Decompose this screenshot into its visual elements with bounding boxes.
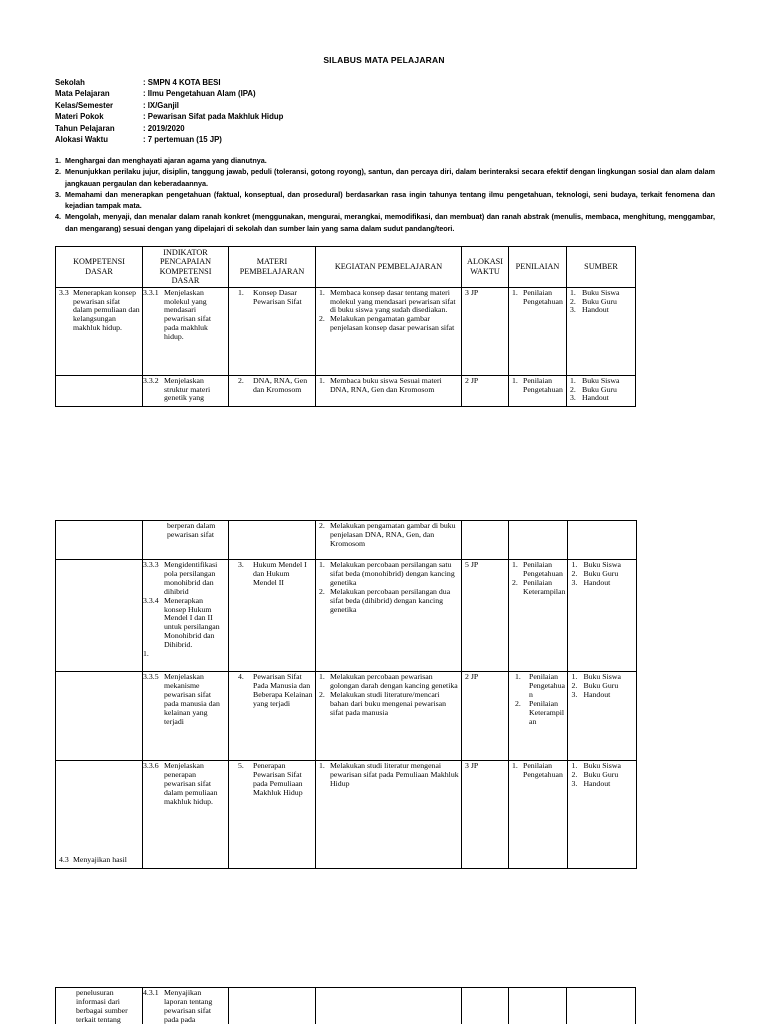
info-value: : Pewarisan Sifat pada Makhluk Hidup: [143, 112, 284, 122]
cell-kompetensi-dasar: [56, 375, 143, 406]
indikator-item: [143, 761, 228, 807]
kegiatan-number: 2.: [319, 314, 325, 324]
penilaian-number: 1.: [512, 560, 518, 569]
sumber-number: 1.: [570, 287, 576, 297]
penilaian-text: Penilaian Keterampilan: [523, 577, 566, 596]
penilaian-item: [515, 700, 565, 727]
header-penilaian: PENILAIAN: [509, 247, 567, 288]
penilaian-list: [509, 376, 566, 395]
kegiatan-item: [319, 588, 459, 615]
cell-penilaian: [509, 672, 568, 761]
indikator-text: Mengidentifikasi pola persilangan monohibrid dan dihibrid: [164, 560, 218, 596]
info-key: Sekolah: [55, 78, 85, 87]
cell-sumber: [568, 560, 637, 672]
info-key: Mata Pelajaran: [55, 89, 110, 99]
cell-materi: [229, 375, 316, 406]
materi-number: 3.: [238, 560, 244, 569]
materi-item: [229, 672, 315, 709]
penilaian-item: [512, 762, 565, 780]
sumber-item: [570, 394, 633, 403]
sumber-text: Buku Guru: [583, 769, 619, 779]
sumber-number: 2.: [571, 568, 578, 578]
indikator-number: 3.3.4: [143, 595, 159, 605]
cell-indikator: [143, 761, 229, 869]
indikator-number: 3.3.1: [143, 287, 159, 297]
kegiatan-text: Membaca konsep dasar tentang materi molekul yang mendasari pewarisan sifat di buku siswa yang sudah disediakan.: [330, 287, 456, 315]
penilaian-text: Penilaian Pengetahua n: [529, 672, 565, 699]
materi-item: [229, 288, 315, 307]
ki-text: Memahami dan menerapkan pengetahuan (faktual, konseptual, dan prosedural) berdasarkan rasa ingin tahunya tentang ilmu pengetahuan, teknologi, seni budaya, terkait fenomena dan kejadian tampak mata.: [65, 189, 715, 211]
sumber-number: 3.: [570, 393, 576, 403]
indikator-text: Menjelaskan struktur materi genetik yang: [164, 375, 211, 403]
cell-penilaian: [509, 287, 567, 375]
cell-kompetensi-dasar: [56, 672, 143, 761]
kegiatan-number: 2.: [319, 521, 325, 530]
info-row-mata-pelajaran: [55, 88, 283, 99]
sumber-number: 2.: [570, 384, 576, 394]
cell-alokasi: [462, 521, 509, 560]
cell-materi: [229, 672, 316, 761]
penilaian-list: [509, 672, 567, 726]
materi-text: Konsep Dasar Pewarisan Sifat: [253, 287, 302, 306]
cell-sumber: [568, 521, 637, 560]
syllabus-table-page-3: [55, 987, 636, 1024]
cell-kegiatan: [316, 761, 462, 869]
penilaian-item: [512, 377, 564, 395]
indikator-number: 3.3.6: [143, 761, 159, 770]
penilaian-text: Penilaian Pengetahuan: [523, 287, 563, 306]
sumber-text: Handout: [583, 689, 611, 699]
materi-item: [229, 560, 315, 588]
indikator-text: Menjelaskan penerapan pewarisan sifat dalam pemuliaan makhluk hidup.: [164, 761, 218, 806]
penilaian-number: 2.: [515, 698, 521, 708]
penilaian-list: [509, 761, 567, 780]
alokasi-value: 3 JP: [465, 761, 479, 770]
indikator-item: [143, 988, 228, 1024]
cell-kegiatan: [316, 988, 462, 1024]
syllabus-table-page-2: [55, 520, 637, 869]
cell-alokasi: [462, 375, 509, 406]
cell-kegiatan: [316, 672, 462, 761]
kegiatan-text: Membaca buku siswa Sesuai materi DNA, RNA, Gen dan Kromosom: [330, 375, 442, 394]
kd-item: [56, 288, 142, 334]
cell-penilaian: [509, 560, 568, 672]
materi-text: Penerapan Pewarisan Sifat pada Pemuliaan Makhluk Hidup: [253, 761, 303, 797]
penilaian-item: [512, 289, 564, 307]
penilaian-item: [512, 579, 565, 597]
ki-number: 4.: [55, 212, 61, 222]
sumber-number: 3.: [570, 305, 576, 315]
cell-sumber: [568, 761, 637, 869]
sumber-number: 3.: [571, 689, 578, 699]
penilaian-number: 1.: [512, 375, 518, 385]
ki-text: Menghargai dan menghayati ajaran agama yang dianutnya.: [65, 156, 267, 165]
sumber-text: Buku Siswa: [583, 672, 621, 681]
kegiatan-number: 2.: [319, 689, 325, 699]
penilaian-item: [515, 673, 565, 700]
sumber-text: Buku Guru: [582, 384, 617, 394]
kegiatan-list: [316, 761, 461, 789]
header-kompetensi-dasar: KOMPETENSI DASAR: [56, 247, 143, 288]
kd-number: 4.3: [59, 855, 69, 865]
table-row: [56, 761, 637, 869]
header-indikator: INDIKATOR PENCAPAIAN KOMPETENSI DASAR: [143, 247, 229, 288]
alokasi-value: 5 JP: [465, 560, 479, 569]
alokasi-value: 2 JP: [465, 672, 479, 681]
kegiatan-number: 1.: [319, 672, 325, 681]
sumber-text: Buku Guru: [582, 296, 617, 306]
penilaian-item: [512, 561, 565, 579]
info-key: Kelas/Semester: [55, 100, 114, 110]
indikator-number: 3.3.2: [143, 375, 159, 385]
ki-item: [55, 155, 715, 166]
indikator-item: [143, 288, 228, 342]
materi-text: Pewarisan Sifat Pada Manusia dan Beberapa Kelainan yang terjadi: [253, 672, 313, 708]
cell-indikator: [143, 375, 229, 406]
cell-sumber: [567, 375, 636, 406]
materi-text: DNA, RNA, Gen dan Kromosom: [253, 375, 308, 394]
header-materi: MATERI PEMBELAJARAN: [229, 247, 316, 288]
alokasi-value: 2 JP: [465, 375, 479, 385]
sumber-item: [570, 306, 633, 315]
sumber-list: [567, 288, 635, 316]
penilaian-list: [509, 560, 567, 597]
cell-indikator: [143, 560, 229, 672]
kegiatan-number: 2.: [319, 586, 325, 596]
cell-kegiatan: [316, 375, 462, 406]
indikator-text: Menerapkan konsep Hukum Mendel I dan II untuk persilangan Monohibrid dan Dihibrid.: [164, 595, 220, 650]
sumber-item: [571, 691, 634, 700]
indikator-text: Menyajikan laporan tentang pewarisan sifat pada pada: [164, 988, 213, 1024]
ki-text: Mengolah, menyaji, dan menalar dalam ranah konkret (menggunakan, mengurai, merangkai, memodifikasi, dan membuat) dan ranah abstrak (menulis, membaca, menghitung, menggambar, dan mengarang) sesuai dengan yang dipelajari di sekolah dan sumber lain yang sama dalam sudut pandang/teori.: [65, 212, 715, 233]
kegiatan-item: [319, 377, 459, 395]
indikator-text: Menjelaskan molekul yang mendasari pewarisan sifat pada makhluk hidup.: [164, 287, 211, 342]
cell-penilaian: [509, 375, 567, 406]
table-row: [56, 521, 637, 560]
kegiatan-text: Melakukan pengamatan gambar penjelasan konsep dasar pewarisan sifat: [330, 314, 455, 333]
materi-item: [229, 761, 315, 798]
sumber-text: Handout: [583, 778, 611, 788]
info-value: : 2019/2020: [143, 123, 185, 133]
cell-materi: [229, 560, 316, 672]
materi-number: 4.: [238, 672, 244, 681]
sumber-text: Handout: [582, 393, 609, 403]
sumber-text: Buku Guru: [583, 680, 619, 690]
cell-alokasi: [462, 287, 509, 375]
info-key: Materi Pokok: [55, 112, 104, 122]
sumber-list: [568, 761, 636, 789]
ki-item: [55, 211, 715, 234]
indikator-item: [143, 561, 226, 597]
sumber-number: 2.: [571, 769, 578, 779]
kegiatan-list: [316, 521, 461, 549]
cell-materi: [229, 521, 316, 560]
sumber-number: 2.: [570, 296, 576, 306]
sumber-text: Buku Siswa: [582, 375, 620, 385]
cell-sumber: [567, 988, 636, 1024]
header-kegiatan: KEGIATAN PEMBELAJARAN: [316, 247, 462, 288]
penilaian-text: Penilaian Pengetahuan: [523, 761, 563, 779]
sumber-item: [571, 780, 634, 789]
kegiatan-item: [319, 691, 459, 718]
kd-text: Menerapkan konsep pewarisan sifat dalam pemuliaan dan kelangsungan makhluk hidup.: [73, 287, 140, 333]
cell-sumber: [567, 287, 636, 375]
cell-alokasi: [462, 761, 509, 869]
sumber-number: 3.: [571, 778, 578, 788]
cell-kegiatan: [316, 287, 462, 375]
ki-text: Menunjukkan perilaku jujur, disiplin, tanggung jawab, peduli (toleransi, gotong royong), santun, dan percaya diri, dalam berinteraksi secara efektif dengan lingkungan sosial dan alam dalam jangkauan pergaulan dan keberadaannya.: [65, 167, 715, 188]
kegiatan-text: Melakukan pengamatan gambar di buku penjelasan DNA, RNA, Gen, dan Kromosom: [330, 521, 456, 548]
info-key: Tahun Pelajaran: [55, 123, 115, 133]
sumber-text: Buku Siswa: [583, 761, 621, 770]
table-row: [56, 287, 636, 375]
materi-item: [229, 376, 315, 395]
cell-sumber: [568, 672, 637, 761]
kegiatan-text: Melakukan studi literatur mengenai pewarisan sifat pada Pemuliaan Makhluk Hidup: [330, 761, 459, 788]
table-row: [56, 988, 636, 1024]
cell-alokasi: [462, 988, 509, 1024]
sumber-number: 1.: [571, 560, 578, 569]
materi-number: 2.: [238, 375, 244, 385]
kegiatan-text: Melakukan percobaan pewarisan golongan darah dengan kancing genetika: [330, 672, 458, 690]
kegiatan-list: [316, 560, 461, 614]
materi-number: 1.: [238, 287, 244, 297]
kegiatan-list: [316, 672, 461, 718]
sumber-number: 2.: [571, 680, 578, 690]
indikator-number: 1.: [143, 649, 149, 659]
table-row: [56, 375, 636, 406]
indikator-list: [143, 560, 228, 659]
materi-number: 5.: [238, 761, 244, 770]
info-row-tahun-pelajaran: [55, 123, 283, 134]
cell-alokasi: [462, 672, 509, 761]
kegiatan-text: Melakukan studi literature/mencari bahan dari buku mengenai pewarisan sifat pada manusia: [330, 689, 447, 717]
info-key: Alokasi Waktu: [55, 134, 109, 144]
table-header-row: [56, 247, 636, 288]
kegiatan-text: Melakukan percobaan persilangan satu sifat beda (monohibrid) dengan kancing genetika: [330, 560, 455, 587]
ki-number: 3.: [55, 189, 61, 199]
cell-penilaian: [509, 988, 567, 1024]
cell-materi: [229, 287, 316, 375]
kegiatan-number: 1.: [319, 560, 325, 569]
kegiatan-list: [316, 288, 461, 334]
indikator-text: berperan dalam pewarisan sifat: [167, 521, 216, 539]
sumber-list: [567, 376, 635, 404]
cell-alokasi: [462, 560, 509, 672]
kd-number: 3.3: [59, 287, 69, 297]
info-value: : Ilmu Pengetahuan Alam (IPA): [143, 89, 256, 99]
cell-penilaian: [509, 521, 568, 560]
ki-number: 1.: [55, 156, 61, 165]
kegiatan-item: [319, 762, 459, 789]
header-sumber: SUMBER: [567, 247, 636, 288]
indikator-item: [143, 650, 226, 659]
sumber-text: Handout: [582, 305, 609, 315]
indikator-item: [143, 597, 226, 650]
indikator-number: 3.3.5: [143, 672, 159, 681]
penilaian-number: 1.: [512, 761, 518, 770]
kegiatan-number: 1.: [319, 287, 325, 297]
kegiatan-item: [319, 522, 459, 549]
identity-block: [55, 77, 283, 145]
kompetensi-inti-list: [55, 155, 715, 234]
ki-item: [55, 189, 715, 212]
sumber-text: Buku Siswa: [583, 560, 621, 569]
table-row: [56, 560, 637, 672]
cell-materi: [229, 988, 316, 1024]
ki-number: 2.: [55, 167, 61, 177]
kegiatan-list: [316, 376, 461, 395]
kegiatan-item: [319, 561, 459, 588]
sumber-number: 3.: [571, 577, 578, 587]
cell-penilaian: [509, 761, 568, 869]
sumber-text: Buku Siswa: [582, 287, 620, 297]
ki-item: [55, 166, 715, 189]
cell-indikator: [143, 521, 229, 560]
cell-kompetensi-dasar: [56, 287, 143, 375]
table-row: [56, 672, 637, 761]
sumber-list: [568, 560, 636, 588]
alokasi-value: 3 JP: [465, 287, 479, 297]
indikator-number: 4.3.1: [143, 988, 159, 997]
sumber-number: 1.: [570, 375, 576, 385]
penilaian-text: Penilaian Keterampil an: [529, 698, 565, 726]
sumber-text: Handout: [583, 577, 611, 587]
penilaian-number: 2.: [512, 577, 518, 587]
penilaian-number: 1.: [512, 287, 518, 297]
cell-indikator: [143, 672, 229, 761]
kegiatan-number: 1.: [319, 761, 325, 770]
cell-indikator: [143, 287, 229, 375]
info-row-alokasi-waktu: [55, 134, 283, 145]
info-row-kelas-semester: [55, 100, 283, 111]
info-value: : 7 pertemuan (15 JP): [143, 134, 222, 144]
kd-text: penelusuran informasi dari berbagai sumber terkait tentang: [76, 988, 128, 1024]
cell-materi: [229, 761, 316, 869]
cell-kompetensi-dasar: [56, 988, 143, 1024]
kegiatan-number: 1.: [319, 375, 325, 385]
sumber-number: 1.: [571, 672, 578, 681]
cell-indikator: [143, 988, 229, 1024]
kd-item: [56, 855, 142, 868]
kegiatan-item: [319, 289, 459, 316]
indikator-number: 3.3.3: [143, 560, 159, 569]
indikator-item: [143, 376, 228, 404]
materi-text: Hukum Mendel I dan Hukum Mendel II: [253, 560, 307, 587]
penilaian-list: [509, 288, 566, 307]
info-value: : SMPN 4 KOTA BESI: [143, 78, 221, 87]
penilaian-text: Penilaian Pengetahuan: [523, 375, 563, 394]
kd-text: Menyajikan hasil: [73, 855, 127, 865]
sumber-text: Buku Guru: [583, 568, 619, 578]
page-title: SILABUS MATA PELAJARAN: [323, 55, 445, 65]
syllabus-table-page-1: [55, 246, 636, 407]
sumber-list: [568, 672, 636, 700]
cell-kegiatan: [316, 521, 462, 560]
info-value: : IX/Ganjil: [143, 100, 179, 110]
penilaian-text: Penilaian Pengetahuan: [523, 560, 563, 578]
sumber-number: 1.: [571, 761, 578, 770]
header-alokasi: ALOKASI WAKTU: [462, 247, 509, 288]
cell-kompetensi-dasar: [56, 761, 143, 869]
sumber-item: [571, 579, 634, 588]
cell-kompetensi-dasar: [56, 560, 143, 672]
info-row-sekolah: [55, 77, 283, 88]
cell-kompetensi-dasar: [56, 521, 143, 560]
cell-kegiatan: [316, 560, 462, 672]
indikator-text: Menjelaskan mekanisme pewarisan sifat pada manusia dan kelainan yang terjadi: [164, 672, 220, 726]
info-row-materi-pokok: [55, 111, 283, 122]
kegiatan-text: Melakukan percobaan persilangan dua sifat beda (dihibrid) dengan kancing genetika: [330, 586, 451, 614]
indikator-item: [143, 672, 228, 726]
kegiatan-item: [319, 315, 459, 333]
kegiatan-item: [319, 673, 459, 691]
penilaian-number: 1.: [515, 672, 521, 681]
